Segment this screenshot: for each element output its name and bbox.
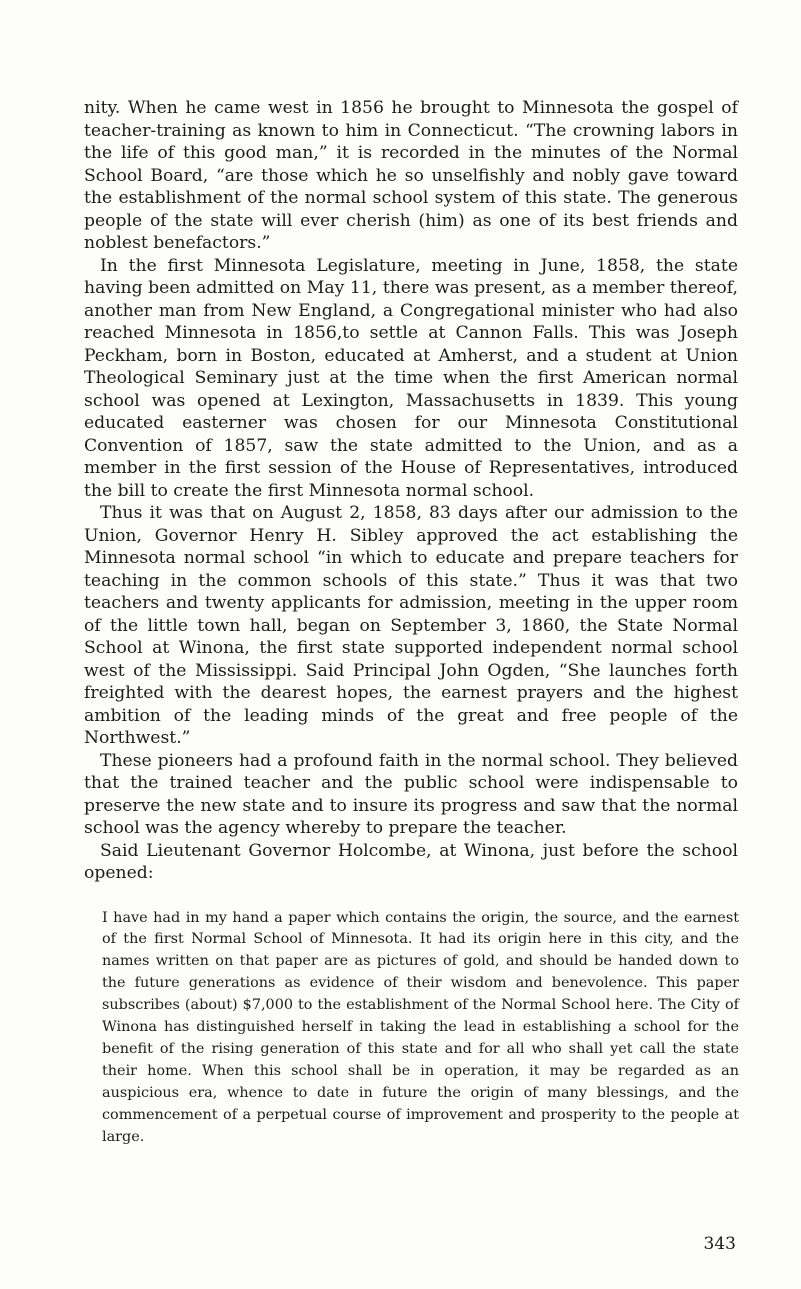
paragraph-pioneers-faith: These pioneers had a profound faith in the normal school. They believed that the trained teacher and the public school were indispensable to preserve the new state and to insure its progress and saw that the normal school was the agency whereby to prepare the teacher. — [84, 750, 738, 838]
paragraph-first-legislature: In the first Minnesota Legislature, meeting in June, 1858, the state having been admitted on May 11, there was present, as a member thereof, another man from New England, a Congregational minister who had also reached Minnesota in 1856,to settle at Cannon Falls. This was Joseph Peckham, born in Boston, educated at Amherst, and a student at Union Theological Seminary just at the time when the first American normal school was opened at Lexington, Massachusetts in 1839. This young educated easterner was chosen for our Minnesota Constitutional Convention of 1857, saw the state admitted to the Union, and as a member in the first session of the House of Representatives, introduced the bill to create the first Minnesota normal school. — [84, 255, 738, 501]
paragraph-holcombe-intro: Said Lieutenant Governor Holcombe, at Winona, just before the school opened: — [84, 840, 738, 883]
paragraph-sibley-act: Thus it was that on August 2, 1858, 83 days after our admission to the Union, Governor Henry H. Sibley approved the act establishing the Minnesota normal school “in which to educate and prepare teachers for teaching in the common schools of this state.” Thus it was that two teachers and twenty applicants for admission, meeting in the upper room of the little town hall, began on September 3, 1860, the State Normal School at Winona, the first state supported independent normal school west of the Mississippi. Said Principal John Ogden, “She launches forth freighted with the dearest hopes, the earnest prayers and the highest ambition of the leading minds of the great and free people of the Northwest.” — [84, 503, 738, 748]
page-number: 343 — [703, 1234, 736, 1254]
block-quote-holcombe: I have had in my hand a paper which contains the origin, the source, and the earnest of the first Normal School of Minnesota. It had its origin here in this city, and the names written on that paper are as pictures of gold, and should be handed down to the future generations as evidence of their wisdom and benevolence. This paper subscribes (about) $7,000 to the establishment of the Normal School here. The City of Winona has distinguished herself in taking the lead in establishing a school for the benefit of the rising generation of this state and for all who shall yet call the state their home. When this school shall be in operation, it may be regarded as an auspicious era, whence to date in future the origin of many blessings, and the commencement of a perpetual course of improvement and prosperity to the people at large. — [102, 909, 739, 1145]
paragraph-continuation: nity. When he came west in 1856 he brought to Minnesota the gospel of teacher-training as known to him in Connecticut. “The crowning labors in the life of this good man,” it is recorded in the minutes of the Normal School Board, “are those which he so unselfishly and nobly gave toward the establishment of the normal school system of this state. The generous people of the state will ever cherish (him) as one of its best friends and noblest benefactors.” — [84, 98, 738, 253]
body-text — [84, 97, 738, 1148]
